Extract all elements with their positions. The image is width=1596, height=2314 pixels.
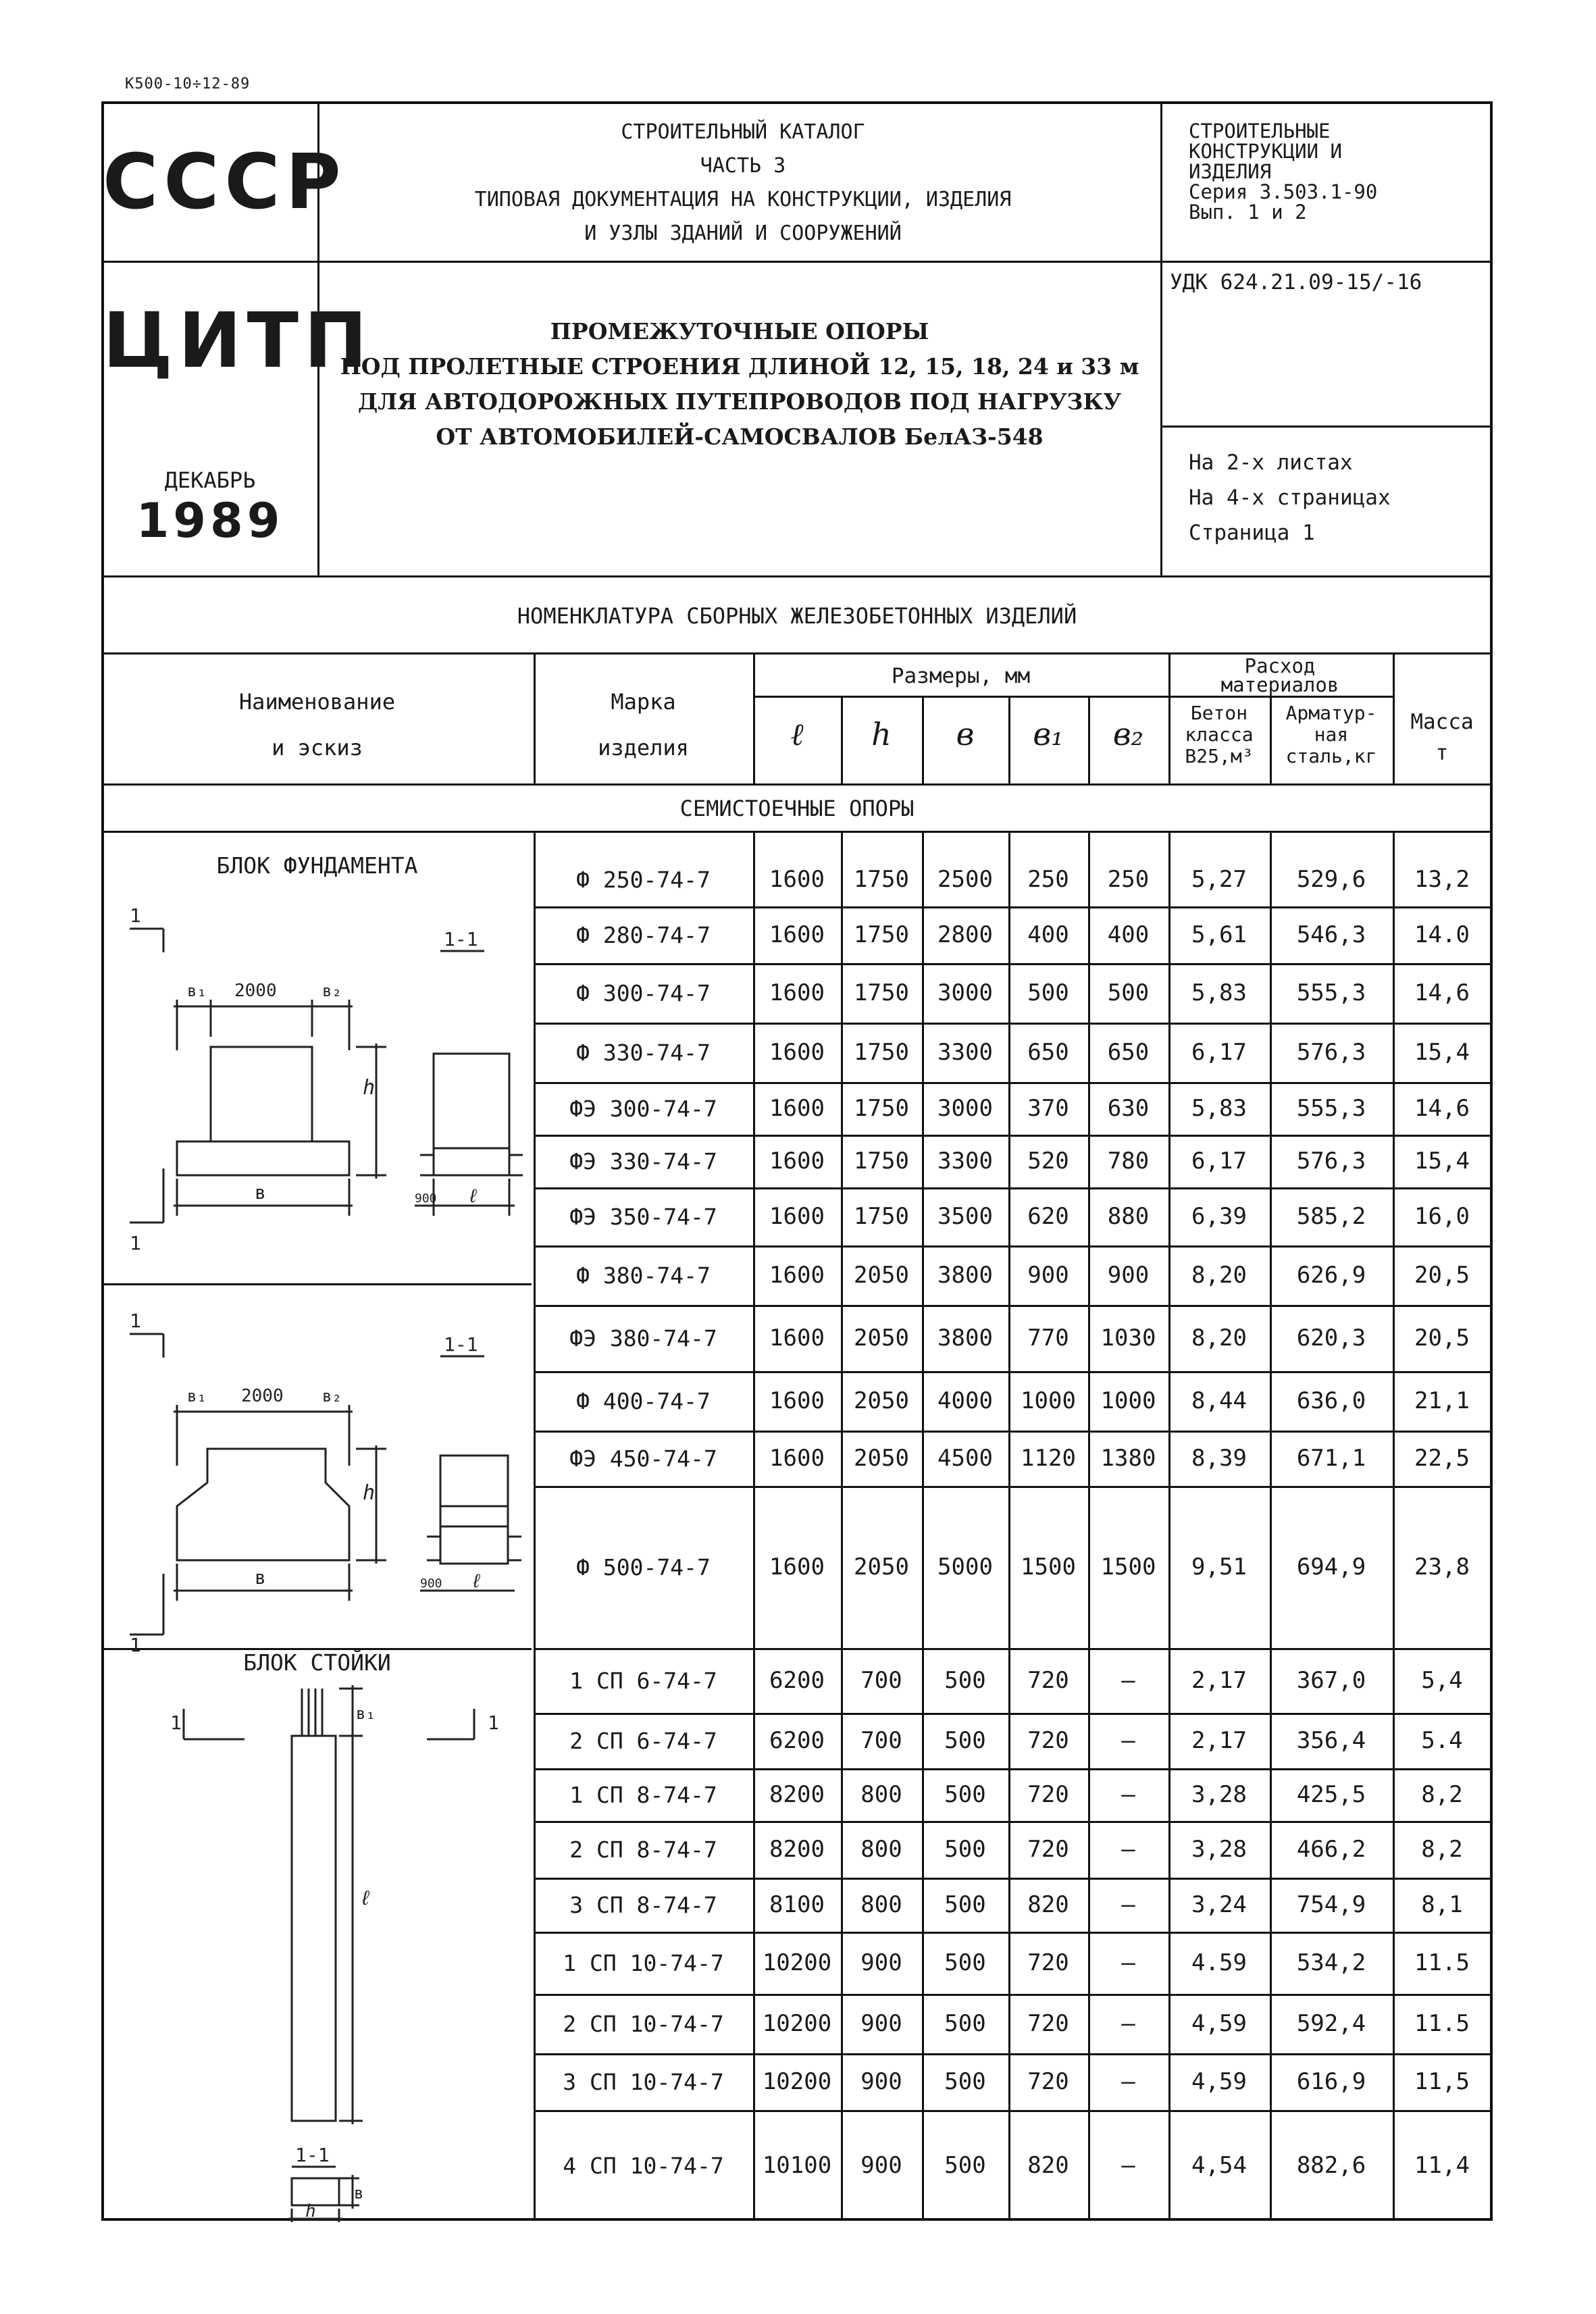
product-mark: 3 СП 10-74-7 [563,2068,724,2095]
cell-mass: 8,2 [1421,1781,1463,1808]
cell-l: 10200 [762,1949,832,1976]
cell-b1: 720 [1027,1727,1069,1754]
cell-b: 500 [944,1667,986,1694]
cell-b: 2800 [937,921,993,948]
cell-b1: 720 [1027,2068,1069,2095]
cell-steel: 754,9 [1296,1891,1366,1918]
cell-mass: 14.0 [1414,921,1470,948]
cell-steel: 585,2 [1296,1203,1366,1230]
section-mark-2-top: 1 [130,1310,141,1332]
cell-b1: 370 [1027,1095,1069,1122]
cell-b: 3800 [937,1262,993,1289]
cell-steel: 356,4 [1296,1727,1366,1754]
cell-b: 3500 [937,1203,993,1230]
cell-steel: 671,1 [1296,1445,1366,1472]
column-section-label: 1-1 [295,2144,330,2166]
cell-b1: 720 [1027,1667,1069,1694]
cell-h: 1750 [854,1148,909,1175]
cell-b: 500 [944,1949,986,1976]
product-mark: ФЭ 300-74-7 [569,1095,717,1122]
cell-mass: 14,6 [1414,979,1470,1006]
header-l: ℓ [790,716,804,752]
header-b: в [956,716,975,752]
cell-l: 10200 [762,2068,832,2095]
dim2-h-label: h [363,1481,376,1505]
header-h: h [871,716,892,752]
cell-mass: 16,0 [1414,1203,1470,1230]
cell-mass: 15,4 [1414,1039,1470,1066]
cell-mass: 11.5 [1414,2010,1470,2037]
cell-b1: 620 [1027,1203,1069,1230]
stamp-org: ЦИТП [103,297,373,385]
cell-b1: 720 [1027,2010,1069,2037]
cell-b: 4000 [937,1387,993,1414]
cell-steel: 620,3 [1296,1325,1366,1352]
cell-h: 800 [860,1781,902,1808]
cell-b2: – [1121,2152,1135,2179]
section-label-2-1-1: 1-1 [444,1333,478,1356]
cell-l: 6200 [769,1727,825,1754]
section-label-1-1: 1-1 [444,928,478,950]
dim2-2000-label: 2000 [241,1386,284,1406]
cell-l: 8100 [769,1891,825,1918]
cell-steel: 636,0 [1296,1387,1366,1414]
header-conc-1: Бетон [1190,702,1248,724]
cell-b1: 720 [1027,1836,1069,1863]
dim-900-label: 900 [415,1191,437,1206]
product-mark: 2 СП 10-74-7 [563,2010,724,2037]
cell-conc: 4,59 [1191,2068,1247,2095]
cell-h: 1750 [854,1095,909,1122]
cell-b2: 1380 [1100,1445,1156,1472]
product-mark: 1 СП 6-74-7 [569,1667,717,1694]
cell-conc: 6,17 [1191,1039,1247,1066]
cell-l: 1600 [769,1553,825,1580]
cell-mass: 11,5 [1414,2068,1470,2095]
cell-steel: 694,9 [1296,1553,1366,1580]
cell-steel: 882,6 [1296,2152,1366,2179]
cell-l: 1600 [769,1325,825,1352]
product-mark: Ф 300-74-7 [576,979,711,1006]
cell-l: 1600 [769,1445,825,1472]
cell-b2: – [1121,1781,1135,1808]
cell-b: 500 [944,1727,986,1754]
cell-b2: 780 [1107,1148,1150,1175]
column-mark-right: 1 [488,1712,499,1734]
product-mark: ФЭ 350-74-7 [569,1203,717,1230]
cell-b1: 900 [1027,1262,1069,1289]
column-h-label: h [305,2201,316,2221]
cell-steel: 466,2 [1296,1836,1366,1863]
cell-conc: 3,24 [1191,1891,1247,1918]
dim2-l-label: ℓ [471,1570,482,1592]
cell-steel: 546,3 [1296,921,1366,948]
series-line-3: ИЗДЕЛИЯ [1189,160,1272,183]
sheets-line-2: На 4-х страницах [1189,486,1391,510]
product-mark: 4 СП 10-74-7 [563,2152,724,2179]
section-mark-1-top: 1 [130,904,141,927]
header-bottom-line [103,575,1491,577]
dim-b2-label: в₂ [322,981,342,1000]
header-mat-2: материалов [1220,673,1339,696]
header-mat-1: Расход [1244,654,1316,677]
cell-h: 2050 [854,1445,909,1472]
cell-b2: 650 [1107,1039,1150,1066]
cell-conc: 5,83 [1191,979,1247,1006]
cell-mass: 8,1 [1421,1891,1463,1918]
cell-b: 4500 [937,1445,993,1472]
cell-conc: 3,28 [1191,1836,1247,1863]
cell-mass: 5,4 [1421,1667,1463,1694]
cell-b1: 250 [1027,866,1069,893]
cell-steel: 425,5 [1296,1781,1366,1808]
cell-b: 500 [944,1781,986,1808]
header-name-1: Наименование [238,689,396,715]
cell-h: 2050 [854,1262,909,1289]
cell-b1: 1500 [1021,1553,1076,1580]
cell-conc: 4.59 [1191,1949,1247,1976]
header-divider-row [103,261,1491,263]
column-l-label: ℓ [359,1886,372,1910]
cell-conc: 9,51 [1191,1553,1247,1580]
cell-b2: – [1121,2068,1135,2095]
cell-b: 3300 [937,1039,993,1066]
column-drawing [103,1682,532,2222]
cell-steel: 592,4 [1296,2010,1366,2037]
header-name-2: и эскиз [272,735,363,761]
cell-steel: 367,0 [1296,1667,1366,1694]
header-conc-3: В25,м³ [1185,745,1254,767]
foundation-drawing-2 [103,1304,532,1655]
cell-l: 1600 [769,1203,825,1230]
cell-b: 500 [944,1891,986,1918]
cell-h: 1750 [854,1203,909,1230]
foundation-title: БЛОК ФУНДАМЕНТА [216,852,418,879]
cell-b: 3000 [937,979,993,1006]
cell-b: 500 [944,2152,986,2179]
section-title: СЕМИСТОЕЧНЫЕ ОПОРЫ [679,796,915,821]
cell-mass: 15,4 [1414,1148,1470,1175]
udk-code: УДК 624.21.09-15/-16 [1170,270,1422,294]
product-mark: Ф 380-74-7 [576,1262,711,1289]
column-mark-left: 1 [170,1712,182,1734]
cell-b2: 1500 [1100,1553,1156,1580]
cell-b2: – [1121,1667,1135,1694]
dim2-b1-label: в₁ [187,1387,207,1406]
cell-b: 5000 [937,1553,993,1580]
cell-b: 500 [944,2068,986,2095]
series-line-1: СТРОИТЕЛЬНЫЕ [1189,120,1331,143]
product-mark: Ф 500-74-7 [576,1553,711,1580]
cell-conc: 2,17 [1191,1667,1247,1694]
cell-b2: – [1121,1727,1135,1754]
cell-conc: 6,17 [1191,1148,1247,1175]
product-mark: Ф 400-74-7 [576,1387,711,1414]
catalog-line-1: СТРОИТЕЛЬНЫЙ КАТАЛОГ [621,120,865,144]
catalog-line-4: И УЗЛЫ ЗДАНИЙ И СООРУЖЕНИЙ [584,222,902,245]
cell-b2: 1000 [1100,1387,1156,1414]
cell-conc: 5,61 [1191,921,1247,948]
cell-l: 10100 [762,2152,832,2179]
catalog-line-2: ЧАСТЬ 3 [700,154,786,178]
header-dims: Размеры, мм [891,664,1031,688]
cell-b1: 520 [1027,1148,1069,1175]
cell-b1: 820 [1027,1891,1069,1918]
product-mark: ФЭ 380-74-7 [569,1325,717,1352]
udk-divider [1162,426,1491,428]
cell-b: 500 [944,1836,986,1863]
dim2-900-label: 900 [420,1576,442,1591]
product-mark: 1 СП 10-74-7 [563,1949,724,1976]
cell-mass: 20,5 [1414,1325,1470,1352]
header-b2: в₂ [1112,716,1144,752]
cell-steel: 529,6 [1296,866,1366,893]
cell-mass: 22,5 [1414,1445,1470,1472]
cell-steel: 555,3 [1296,1095,1366,1122]
column-b1-label: в₁ [356,1704,376,1723]
cell-b1: 820 [1027,2152,1069,2179]
dim-b1-label: в₁ [187,981,207,1000]
cell-l: 10200 [762,2010,832,2037]
drawing-group-rule-1 [103,1283,532,1285]
cell-mass: 14,6 [1414,1095,1470,1122]
cell-l: 1600 [769,1095,825,1122]
stamp-month: ДЕКАБРЬ [164,467,256,493]
header-b1: в₁ [1033,716,1064,752]
dim-h-label: h [363,1076,376,1100]
cell-conc: 8,20 [1191,1262,1247,1289]
cell-l: 1600 [769,921,825,948]
dim-b-label: в [255,1181,266,1204]
col-line-mark [534,652,536,783]
cell-h: 2050 [854,1325,909,1352]
cell-conc: 3,28 [1191,1781,1247,1808]
title-line-1: ПРОМЕЖУТОЧНЫЕ ОПОРЫ [550,318,929,344]
sheets-line-1: На 2-х листах [1189,451,1353,475]
foundation-drawing-1 [103,898,532,1263]
dim2-b2-label: в₂ [322,1387,342,1406]
cell-b1: 650 [1027,1039,1069,1066]
header-divider-right [1160,103,1162,575]
cell-conc: 8,39 [1191,1445,1247,1472]
product-mark: Ф 280-74-7 [576,921,711,948]
title-line-2: ПОД ПРОЛЕТНЫЕ СТРОЕНИЯ ДЛИНОЙ 12, 15, 18, 24 и 33 м [340,353,1139,380]
header-steel-3: сталь,кг [1285,745,1377,767]
cell-l: 1600 [769,1148,825,1175]
cell-mass: 8,2 [1421,1836,1463,1863]
nomenclature-title: НОМЕНКЛАТУРА СБОРНЫХ ЖЕЛЕЗОБЕТОННЫХ ИЗДЕЛИЙ [517,603,1077,629]
column-b-label: в [354,2184,364,2203]
cell-b: 3000 [937,1095,993,1122]
cell-b2: – [1121,1891,1135,1918]
catalog-line-3: ТИПОВАЯ ДОКУМЕНТАЦИЯ НА КОНСТРУКЦИИ, ИЗДЕЛИЯ [474,188,1012,211]
product-mark: 2 СП 6-74-7 [569,1727,717,1754]
cell-mass: 11,4 [1414,2152,1470,2179]
cell-conc: 6,39 [1191,1203,1247,1230]
dims-subheader-rule [753,696,1168,698]
stamp-country: СССР [103,138,346,226]
cell-h: 900 [860,1949,902,1976]
cell-h: 800 [860,1836,902,1863]
cell-l: 1600 [769,979,825,1006]
sheets-line-3: Страница 1 [1189,521,1315,545]
cell-b2: 630 [1107,1095,1150,1122]
cell-conc: 4,59 [1191,2010,1247,2037]
cell-conc: 5,83 [1191,1095,1247,1122]
cell-b1: 770 [1027,1325,1069,1352]
section-bottom-rule [103,831,1491,833]
cell-h: 800 [860,1891,902,1918]
cell-steel: 576,3 [1296,1148,1366,1175]
cell-h: 900 [860,2152,902,2179]
cell-h: 700 [860,1667,902,1694]
cell-h: 1750 [854,1039,909,1066]
cell-b2: – [1121,1949,1135,1976]
cell-steel: 626,9 [1296,1262,1366,1289]
product-mark: 3 СП 8-74-7 [569,1891,717,1918]
cell-h: 900 [860,2010,902,2037]
product-mark: ФЭ 450-74-7 [569,1445,717,1472]
cell-h: 700 [860,1727,902,1754]
cell-steel: 534,2 [1296,1949,1366,1976]
series-line-5: Вып. 1 и 2 [1189,201,1307,224]
cell-l: 1600 [769,1262,825,1289]
section-mark-2-bottom: 1 [130,1634,141,1656]
header-steel-1: Арматур- [1285,702,1377,724]
cell-mass: 23,8 [1414,1553,1470,1580]
header-mark-2: изделия [598,735,689,761]
cell-conc: 8,20 [1191,1325,1247,1352]
cell-b1: 1000 [1021,1387,1076,1414]
cell-b2: – [1121,2010,1135,2037]
cell-steel: 576,3 [1296,1039,1366,1066]
dim-l-label: ℓ [467,1185,479,1207]
cell-mass: 13,2 [1414,866,1470,893]
cell-h: 2050 [854,1387,909,1414]
stamp-year: 1989 [136,493,284,548]
cell-conc: 5,27 [1191,866,1247,893]
cell-b2: 400 [1107,921,1150,948]
cell-b1: 720 [1027,1781,1069,1808]
cell-l: 8200 [769,1836,825,1863]
product-mark: 1 СП 8-74-7 [569,1781,717,1808]
cell-h: 1750 [854,866,909,893]
header-mark-1: Марка [611,689,676,715]
cell-b1: 400 [1027,921,1069,948]
cell-h: 900 [860,2068,902,2095]
document-code: К500-10÷12-89 [125,76,251,93]
cell-h: 2050 [854,1553,909,1580]
title-line-3: ДЛЯ АВТОДОРОЖНЫХ ПУТЕПРОВОДОВ ПОД НАГРУЗКУ [357,388,1122,415]
cell-conc: 8,44 [1191,1387,1247,1414]
cell-b2: 500 [1107,979,1150,1006]
dim-2000-label: 2000 [234,981,277,1001]
cell-b2: 250 [1107,866,1150,893]
header-steel-2: ная [1314,723,1349,746]
cell-h: 1750 [854,921,909,948]
cell-l: 1600 [769,1387,825,1414]
cell-steel: 616,9 [1296,2068,1366,2095]
series-line-4: Серия 3.503.1-90 [1189,180,1378,203]
section-mark-1-bottom: 1 [130,1232,141,1254]
cell-l: 8200 [769,1781,825,1808]
cell-conc: 4,54 [1191,2152,1247,2179]
header-bottom-rule [103,783,1491,786]
header-conc-2: класса [1185,723,1254,746]
title-line-4: ОТ АВТОМОБИЛЕЙ-САМОСВАЛОВ БелАЗ-548 [436,423,1044,450]
cell-b: 3300 [937,1148,993,1175]
cell-b2: 900 [1107,1262,1150,1289]
cell-b2: 880 [1107,1203,1150,1230]
cell-mass: 20,5 [1414,1262,1470,1289]
cell-b2: 1030 [1100,1325,1156,1352]
product-mark: 2 СП 8-74-7 [569,1836,717,1863]
cell-b: 2500 [937,866,993,893]
product-mark: ФЭ 330-74-7 [569,1148,717,1175]
column-title: БЛОК СТОЙКИ [243,1649,391,1676]
product-mark: Ф 330-74-7 [576,1039,711,1066]
cell-b2: – [1121,1836,1135,1863]
cell-b1: 720 [1027,1949,1069,1976]
cell-mass: 11.5 [1414,1949,1470,1976]
cell-h: 1750 [854,979,909,1006]
cell-b1: 1120 [1021,1445,1076,1472]
cell-b: 3800 [937,1325,993,1352]
cell-l: 6200 [769,1667,825,1694]
cell-b1: 500 [1027,979,1069,1006]
series-line-2: КОНСТРУКЦИИ И [1189,140,1342,163]
cell-l: 1600 [769,866,825,893]
cell-steel: 555,3 [1296,979,1366,1006]
header-mass-2: т [1435,741,1449,765]
product-mark: Ф 250-74-7 [576,866,711,893]
dim2-b-label: в [255,1566,266,1589]
header-mass-1: Масса [1410,710,1474,734]
cell-b: 500 [944,2010,986,2037]
cell-l: 1600 [769,1039,825,1066]
cell-mass: 5.4 [1421,1727,1463,1754]
cell-conc: 2,17 [1191,1727,1247,1754]
cell-mass: 21,1 [1414,1387,1470,1414]
